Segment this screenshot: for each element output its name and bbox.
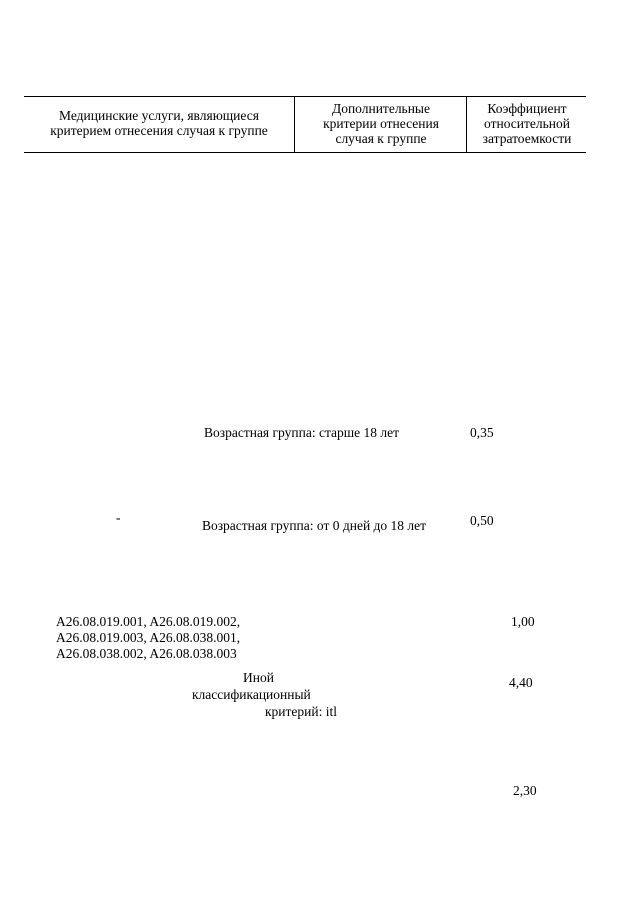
- column-divider-1: [294, 96, 295, 152]
- coefficient-1-00: 1,00: [511, 614, 535, 629]
- coefficient-0-35: 0,35: [470, 425, 494, 440]
- header-additional-criteria: Дополнительные критерии отнесения случая к группе: [323, 101, 439, 146]
- header-medical-services: Медицинские услуги, являющиеся критерием отнесения случая к группе: [50, 108, 268, 138]
- service-dash: -: [116, 510, 121, 525]
- criteria-other-line-3: критерий: itl: [265, 704, 338, 719]
- criteria-age-0-18: Возрастная группа: от 0 дней до 18 лет: [201, 518, 427, 533]
- coefficient-4-40: 4,40: [509, 675, 533, 690]
- service-codes-line-2: A26.08.019.003, A26.08.038.001,: [56, 630, 241, 645]
- coefficient-2-30: 2,30: [513, 783, 537, 798]
- criteria-age-over-18: Возрастная группа: старше 18 лет: [204, 425, 400, 440]
- service-codes-line-3: A26.08.038.002, A26.08.038.003: [56, 646, 237, 661]
- header-cost-coefficient: Коэффициент относительной затратоемкости: [482, 101, 572, 146]
- table-top-rule: [24, 96, 586, 97]
- table-header-bottom-rule: [24, 152, 586, 153]
- column-divider-2: [466, 96, 467, 152]
- criteria-other-line-2: классификационный: [192, 687, 311, 702]
- service-codes-line-1: A26.08.019.001, A26.08.019.002,: [56, 614, 241, 629]
- criteria-other-line-1: Иной: [243, 670, 274, 685]
- coefficient-0-50: 0,50: [470, 513, 494, 528]
